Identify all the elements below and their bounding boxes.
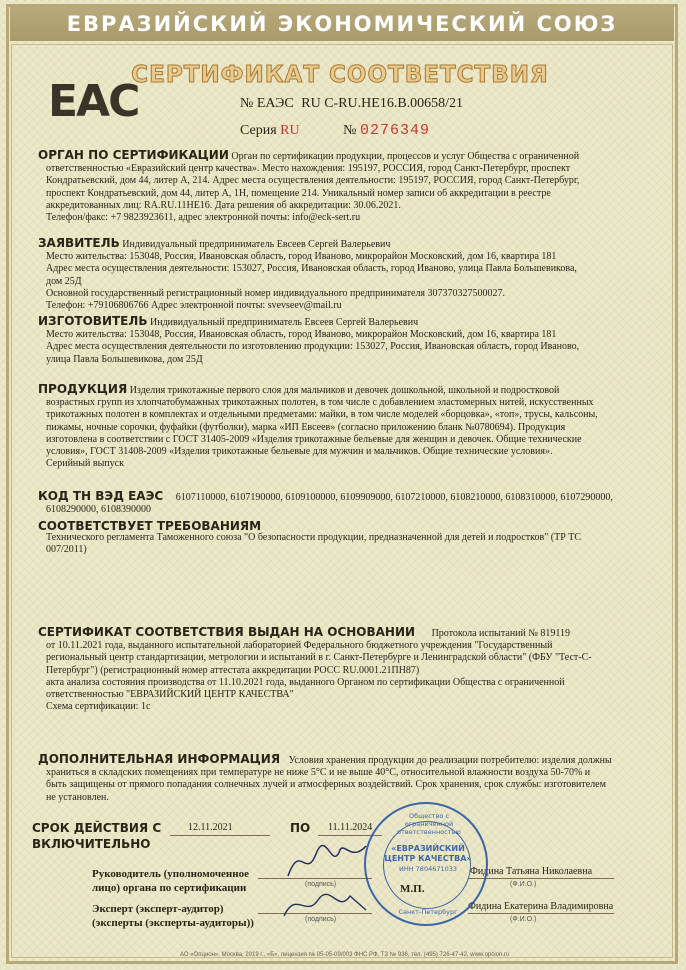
expert-title-line: (эксперты (эксперты-аудиторы)) <box>92 917 254 929</box>
applicant-line: дом 25Д <box>46 275 82 287</box>
organ-line: аккредитованных лиц: RA.RU.11НЕ16. Дата решения об аккредитации: 30.06.2021. <box>46 199 401 211</box>
organ-line: Орган по сертификации продукции, процессов и услуг Общества с ограниченной <box>231 151 580 162</box>
stamp-line: ИНН 7804671033 <box>398 865 458 873</box>
additional-line: быть защищены от прямого попадания солнечных лучей и атмосферных воздействий. Срок хранения, срок службы: изготовителем <box>46 779 606 791</box>
applicant-heading: ЗАЯВИТЕЛЬ <box>38 236 120 250</box>
requirements-section <box>38 520 650 557</box>
requirements-line: Технического регламента Таможенного союза "О безопасности продукции, предназначенной для детей и подростков" (ТР ТС <box>46 532 582 544</box>
validity-from-underline <box>170 835 270 836</box>
certificate-title: СЕРТИФИКАТ СООТВЕТСТВИЯ <box>131 62 549 88</box>
basis-line: акта анализа состояния производства от 11.10.2021 года, выданного Органом по сертификации Общества с ограниченной <box>46 676 565 688</box>
product-line: изготовлена в соответствии с ГОСТ 31405-2009 «Изделия трикотажные бельевые для женщин и девочек. Общие технические <box>46 433 582 445</box>
organ-line: ответственностью «Евразийский центр качества». Место нахождения: 195197, РОССИЯ, город Санкт-Петербург, проспект <box>46 163 571 175</box>
basis-section <box>38 626 650 713</box>
product-line: условия», ГОСТ 31408-2009 «Изделия трикотажные бельевые для мужчин и мальчиков. Общие технические условия». <box>46 446 553 458</box>
manufacturer-line: Адрес места осуществления деятельности по изготовлению продукции: 153027, Россия, Ивановская область, город Иваново, <box>46 341 580 353</box>
sign-caption: (подпись) <box>305 916 337 923</box>
basis-line: от 10.11.2021 года, выданного испытательной лабораторией Федерального бюджетного учреждения "Государственный <box>46 640 553 652</box>
head-signature <box>282 836 372 884</box>
stamp-ring-bottom: Санкт-Петербург <box>398 908 458 916</box>
product-heading: ПРОДУКЦИЯ <box>38 382 128 396</box>
head-title-line: лицо) органа по сертификации <box>92 882 247 894</box>
organ-line: проспект Кондратьевский, дом 44, литер А, 1Н, помещение 214. Уникальный номер записи об аккредитации в реестре <box>46 187 551 199</box>
number-value: RU С-RU.НЕ16.В.00658/21 <box>301 96 464 111</box>
additional-line: храниться в складских помещениях при температуре не ниже 5°С и не выше 40°С, относительной влажности воздуха 50-70% и <box>46 767 591 779</box>
expert-title-line: Эксперт (эксперт-аудитор) <box>92 903 224 915</box>
codes-section <box>38 490 650 516</box>
codes-line: 6108290000, 6108390000 <box>46 504 151 516</box>
stamp-center <box>374 844 482 874</box>
applicant-line: Адрес места осуществления деятельности: 153027, Россия, Ивановская область, город Иваново, улица Павла Большевикова, <box>46 263 577 275</box>
series-label: Серия <box>240 123 277 138</box>
organ-line: Кондратьевский, дом 44, литер А, 214. Адрес места осуществления деятельности: 195197, РОССИЯ, город Санкт-Петербург, <box>46 175 580 187</box>
series-value: RU <box>280 123 300 138</box>
applicant-line: Основной государственный регистрационный номер индивидуального предпринимателя 307370327500027. <box>46 287 506 299</box>
basis-line: Протокола испытаний № 819119 <box>431 628 571 639</box>
basis-line: Схема сертификации: 1с <box>46 701 151 713</box>
fio-caption: (Ф.И.О.) <box>510 881 537 888</box>
validity-label: СРОК ДЕЙСТВИЯ С <box>32 821 162 835</box>
organ-stamp <box>364 802 488 926</box>
product-section <box>38 383 650 470</box>
expert-name-line <box>468 913 614 914</box>
expert-title <box>92 902 254 930</box>
fio-caption: (Ф.И.О.) <box>510 916 537 923</box>
basis-line: региональный центр стандартизации, метрологии и испытаний в г. Санкт-Петербурге и Ленинградской области" (ФБУ "Тест-С- <box>46 652 592 664</box>
applicant-line: Место жительства: 153048, Россия, Ивановская область, город Иваново, микрорайон Московский, дом 16, квартира 181 <box>46 251 557 263</box>
requirements-line: 007/2011) <box>46 544 87 556</box>
applicant-section <box>38 237 650 312</box>
eac-logo: EAC <box>48 76 139 127</box>
additional-heading: ДОПОЛНИТЕЛЬНАЯ ИНФОРМАЦИЯ <box>38 752 281 766</box>
manufacturer-section <box>38 315 650 366</box>
head-name: Фидина Татьяна Николаевна <box>470 866 593 877</box>
manufacturer-line: Индивидуальный предприниматель Евсеев Сергей Валерьевич <box>150 317 419 328</box>
basis-heading: СЕРТИФИКАТ СООТВЕТСТВИЯ ВЫДАН НА ОСНОВАНИИ <box>38 625 416 639</box>
product-line: трикотажных полотен в комплектах и отдельными предметами: майки, в том числе моделей «борцовка», «топ», трусы, кальсоны, <box>46 409 598 421</box>
expert-name: Фидина Екатерина Владимировна <box>468 901 614 912</box>
stamp-line: ЦЕНТР КАЧЕСТВА» <box>384 854 472 863</box>
additional-line: не установлен. <box>46 791 109 803</box>
blank-number: 0276349 <box>359 122 430 139</box>
product-line: возрастных групп из хлопчатобумажных трикотажных полотен, в том числе с добавлением эластомерных нитей, искусственных <box>46 397 594 409</box>
series-line <box>240 122 430 139</box>
manufacturer-line: улица Павла Большевикова, дом 25Д <box>46 353 203 365</box>
sign-caption: (подпись) <box>305 881 337 888</box>
product-line: Изделия трикотажные первого слоя для мальчиков и девочек дошкольной, школьной и подростковой <box>129 385 560 396</box>
validity-from: 12.11.2021 <box>188 822 233 833</box>
additional-section <box>38 753 650 804</box>
union-banner: ЕВРАЗИЙСКИЙ ЭКОНОМИЧЕСКИЙ СОЮЗ <box>10 7 674 41</box>
manufacturer-line: Место жительства: 153048, Россия, Ивановская область, город Иваново, микрорайон Московский, дом 16, квартира 181 <box>46 329 557 341</box>
applicant-line: Индивидуальный предприниматель Евсеев Сергей Валерьевич <box>122 239 391 250</box>
codes-line: 6107110000, 6107190000, 6109100000, 6109909000, 6107210000, 6108210000, 6108310000, 6107290000, <box>175 492 613 503</box>
additional-line: Условия хранения продукции до реализации потребителю: изделия должны <box>288 755 612 766</box>
validity-to: 11.11.2024 <box>328 822 373 833</box>
certificate-number <box>240 96 463 112</box>
head-name-line <box>468 878 614 879</box>
stamp-ring-top: Общество с ограниченной ответственностью <box>397 812 461 836</box>
codes-heading: КОД ТН ВЭД ЕАЭС <box>38 489 164 503</box>
requirements-heading: СООТВЕТСТВУЕТ ТРЕБОВАНИЯМ <box>38 519 262 533</box>
validity-to-label: ПО <box>290 821 311 835</box>
validity-inclusive: ВКЛЮЧИТЕЛЬНО <box>32 837 151 851</box>
organ-line: Телефон/факс: +7 9823923611, адрес электронной почты: info@eck-sert.ru <box>46 212 361 224</box>
applicant-line: Телефон: +79106806766 Адрес электронной почты: svevseev@mail.ru <box>46 300 342 312</box>
head-title <box>92 867 249 895</box>
head-title-line: Руководитель (уполномоченное <box>92 868 249 880</box>
number-label: № ЕАЭС <box>240 96 294 111</box>
stamp-line: «ЕВРАЗИЙСКИЙ <box>391 844 465 853</box>
manufacturer-heading: ИЗГОТОВИТЕЛЬ <box>38 314 148 328</box>
printer-footer: АО «Опцион», Москва, 2019 г., «Б», лицензия № 05-05-09/003 ФНС РФ, ТЗ № 936, тел. (495) 726-47-42, www.opcion.ru <box>180 952 510 958</box>
basis-line: Петербург") (регистрационный номер аттестата аккредитации РОСС RU.0001.21ПН87) <box>46 664 420 676</box>
basis-line: ответственностью "ЕВРАЗИЙСКИЙ ЦЕНТР КАЧЕСТВА" <box>46 689 294 701</box>
organ-heading: ОРГАН ПО СЕРТИФИКАЦИИ <box>38 148 229 162</box>
mp-label: М.П. <box>400 883 425 895</box>
product-line: пижамы, ночные сорочки, фуфайки (футболки), марка «ИП Евсеев» (согласно приложению бланк №0780694). Продукция <box>46 421 566 433</box>
organ-section <box>38 149 650 224</box>
blank-label: № <box>343 123 357 138</box>
product-line: Серийный выпуск <box>46 458 124 470</box>
